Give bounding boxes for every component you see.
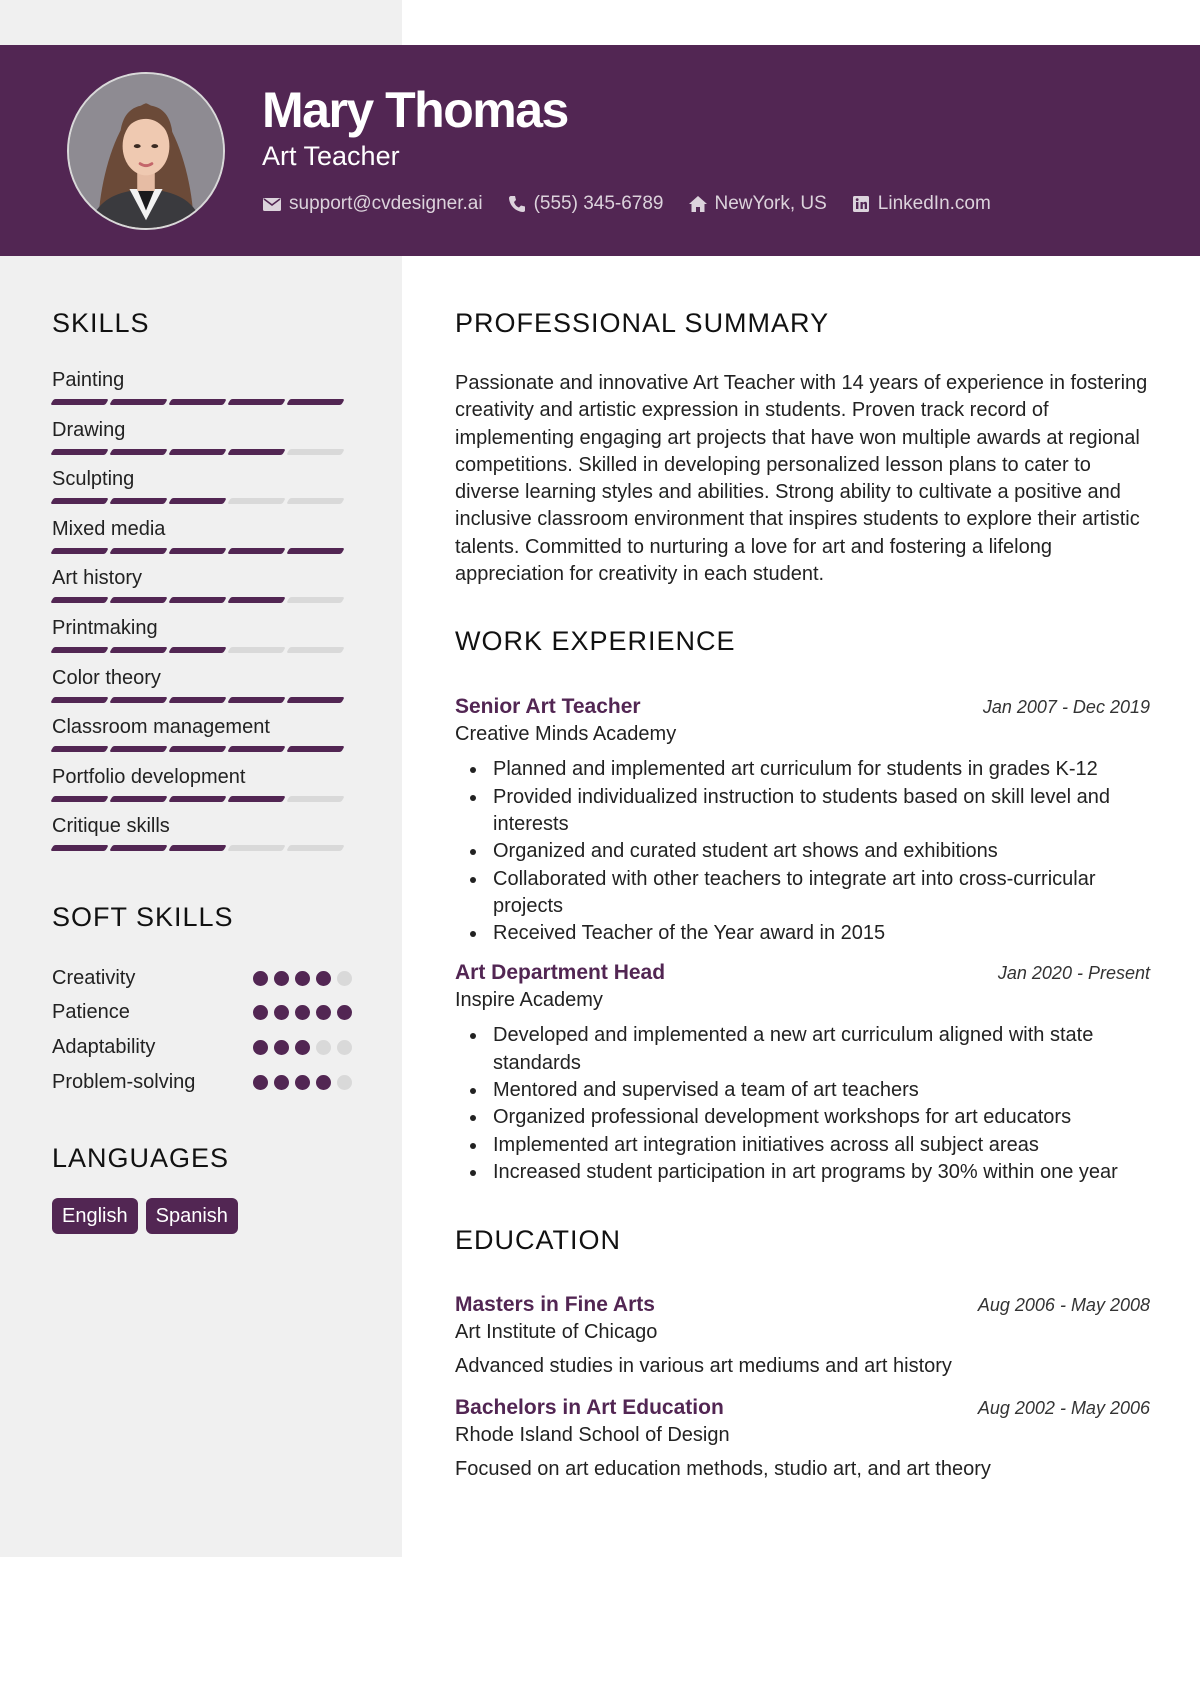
soft-skill-item	[52, 961, 352, 996]
skill-level-segment	[286, 498, 344, 504]
skill-level-segment	[286, 746, 344, 752]
education-school: Rhode Island School of Design	[455, 1424, 730, 1447]
soft-skill-name: Adaptability	[52, 1036, 156, 1059]
language-badge: English	[52, 1198, 138, 1234]
contact-bar	[262, 191, 1015, 217]
summary-text: Passionate and innovative Art Teacher with 14 years of experience in fostering creativity and artistic expression in students. Proven track record of implementing engaging art projects that have won multiple awards at regional competitions. Skilled in developing personalized lesson plans to cater to diverse learning styles and abilities. Strong ability to cultivate a positive and inclusive classroom environment that inspires students to explore their artistic talents. Committed to nurturing a love for art and fostering a lifelong appreciation for creativity in each student.	[455, 372, 1148, 586]
skill-level-segment	[109, 449, 167, 455]
skill-name: Classroom management	[52, 716, 270, 739]
soft-skills-list	[52, 961, 352, 1100]
skill-level-segment	[50, 597, 108, 603]
soft-skill-name: Creativity	[52, 966, 136, 989]
contact-location	[688, 193, 827, 215]
skill-name: Drawing	[52, 418, 126, 441]
skill-level-segment	[168, 845, 226, 851]
skill-level-segment	[109, 548, 167, 554]
profile-photo	[69, 74, 223, 228]
skill-level-segment	[227, 697, 285, 703]
skill-name: Art history	[52, 567, 143, 590]
skill-level-bar	[52, 548, 352, 554]
skill-level-bar	[52, 697, 352, 703]
skill-name: Mixed media	[52, 517, 166, 540]
skill-level-segment	[50, 746, 108, 752]
soft-skill-rating	[253, 1075, 352, 1090]
education-description: Advanced studies in various art mediums and art history	[455, 1355, 952, 1378]
skill-name: Painting	[52, 369, 125, 391]
education-description: Focused on art education methods, studio art, and art theory	[455, 1458, 991, 1481]
skill-level-segment	[227, 796, 285, 802]
rating-dot	[316, 1075, 331, 1090]
job-bullet: Organized professional development workshops for art educators	[455, 1104, 1150, 1131]
skill-name: Printmaking	[52, 616, 158, 639]
rating-dot	[337, 1040, 352, 1055]
skill-level-segment	[50, 697, 108, 703]
education-degree: Masters in Fine Arts	[455, 1293, 655, 1317]
skill-level-segment	[286, 796, 344, 802]
skill-level-bar	[52, 796, 352, 802]
skill-item	[52, 765, 352, 815]
education-dates: Aug 2006 - May 2008	[977, 1295, 1150, 1316]
skill-level-segment	[286, 845, 344, 851]
skill-name: Portfolio development	[52, 765, 246, 788]
skill-level-segment	[50, 845, 108, 851]
skill-item	[52, 467, 352, 517]
skill-item	[52, 566, 352, 616]
skill-level-segment	[168, 597, 226, 603]
job-bullets	[455, 756, 1150, 947]
education-heading: EDUCATION	[455, 1225, 622, 1256]
job-entry	[455, 961, 1150, 1186]
skill-name: Color theory	[52, 666, 161, 689]
job-organization: Creative Minds Academy	[455, 723, 677, 746]
skill-item	[52, 418, 352, 468]
skill-level-segment	[109, 647, 167, 653]
avatar	[67, 72, 225, 230]
soft-skills-heading: SOFT SKILLS	[52, 901, 234, 932]
contact-email-text: support@cvdesigner.ai	[289, 193, 483, 214]
rating-dot	[337, 1075, 352, 1090]
job-bullet: Increased student participation in art programs by 30% within one year	[455, 1159, 1150, 1186]
rating-dot	[295, 1040, 310, 1055]
skill-level-segment	[227, 647, 285, 653]
skill-level-bar	[52, 845, 352, 851]
skill-level-segment	[168, 399, 226, 405]
skill-level-segment	[109, 597, 167, 603]
skill-level-segment	[227, 746, 285, 752]
education-dates: Aug 2002 - May 2006	[977, 1398, 1150, 1419]
contact-location-text: NewYork, US	[714, 193, 827, 214]
rating-dot	[274, 1005, 289, 1020]
rating-dot	[274, 971, 289, 986]
skill-level-segment	[286, 647, 344, 653]
rating-dot	[274, 1040, 289, 1055]
skill-level-segment	[286, 697, 344, 703]
skill-level-segment	[168, 449, 226, 455]
envelope-icon	[262, 194, 282, 214]
skill-item	[52, 666, 352, 716]
left-column	[52, 256, 352, 1234]
soft-skill-name: Problem-solving	[52, 1070, 196, 1093]
skill-level-bar	[52, 399, 352, 405]
skill-level-segment	[168, 548, 226, 554]
contact-linkedin[interactable]	[851, 193, 991, 215]
soft-skill-item	[52, 996, 352, 1031]
skill-name: Sculpting	[52, 468, 135, 491]
skill-level-segment	[286, 597, 344, 603]
skill-level-segment	[227, 399, 285, 405]
skills-heading: SKILLS	[52, 308, 150, 338]
skill-item	[52, 368, 352, 418]
skill-level-segment	[50, 449, 108, 455]
education-school: Art Institute of Chicago	[455, 1321, 658, 1344]
skill-level-segment	[50, 399, 108, 405]
skill-level-bar	[52, 498, 352, 504]
language-badge: Spanish	[146, 1198, 238, 1234]
skill-level-segment	[50, 796, 108, 802]
education-degree: Bachelors in Art Education	[455, 1396, 724, 1420]
rating-dot	[253, 1040, 268, 1055]
skill-level-segment	[109, 796, 167, 802]
rating-dot	[295, 971, 310, 986]
job-entry	[455, 695, 1150, 947]
job-dates: Jan 2007 - Dec 2019	[982, 697, 1150, 718]
job-role: Senior Art Teacher	[455, 695, 641, 719]
rating-dot	[253, 1005, 268, 1020]
contact-linkedin-text: LinkedIn.com	[877, 193, 991, 214]
skill-item	[52, 814, 352, 864]
contact-phone[interactable]	[507, 193, 664, 215]
soft-skill-item	[52, 1065, 352, 1100]
soft-skill-rating	[253, 1005, 352, 1020]
rating-dot	[316, 971, 331, 986]
candidate-title: Art Teacher	[262, 141, 400, 171]
soft-skill-rating	[253, 1040, 352, 1055]
rating-dot	[337, 971, 352, 986]
job-bullet: Developed and implemented a new art curriculum aligned with state standards	[455, 1022, 1150, 1077]
skill-level-segment	[109, 845, 167, 851]
rating-dot	[295, 1005, 310, 1020]
skill-level-segment	[50, 647, 108, 653]
skill-level-segment	[227, 498, 285, 504]
candidate-name: Mary Thomas	[262, 82, 568, 138]
rating-dot	[295, 1075, 310, 1090]
contact-email[interactable]	[262, 193, 483, 215]
job-bullet: Implemented art integration initiatives across all subject areas	[455, 1132, 1150, 1159]
job-bullet: Collaborated with other teachers to integrate art into cross-curricular projects	[455, 866, 1150, 921]
skill-level-segment	[168, 498, 226, 504]
skill-level-segment	[286, 449, 344, 455]
skill-name: Critique skills	[52, 815, 170, 838]
job-bullet: Provided individualized instruction to students based on skill level and interests	[455, 784, 1150, 839]
skill-level-segment	[109, 697, 167, 703]
rating-dot	[253, 1075, 268, 1090]
skill-level-segment	[109, 399, 167, 405]
rating-dot	[253, 971, 268, 986]
contact-phone-text: (555) 345-6789	[533, 193, 664, 214]
rating-dot	[316, 1005, 331, 1020]
languages-list	[52, 1198, 352, 1234]
job-bullets	[455, 1022, 1150, 1186]
soft-skill-name: Patience	[52, 1001, 130, 1024]
skills-list	[52, 368, 352, 864]
job-dates: Jan 2020 - Present	[997, 963, 1150, 984]
languages-heading: LANGUAGES	[52, 1142, 230, 1173]
job-organization: Inspire Academy	[455, 989, 603, 1012]
job-role: Art Department Head	[455, 961, 666, 985]
summary-heading: PROFESSIONAL SUMMARY	[455, 308, 830, 338]
skill-level-bar	[52, 746, 352, 752]
job-bullet: Received Teacher of the Year award in 2015	[455, 920, 1150, 947]
skill-level-segment	[227, 449, 285, 455]
skill-level-bar	[52, 647, 352, 653]
home-icon	[688, 194, 708, 214]
rating-dot	[316, 1040, 331, 1055]
skill-level-segment	[168, 796, 226, 802]
skill-level-segment	[50, 548, 108, 554]
job-bullet: Organized and curated student art shows and exhibitions	[455, 838, 1150, 865]
skill-level-segment	[286, 548, 344, 554]
skill-level-segment	[109, 746, 167, 752]
skill-level-segment	[168, 697, 226, 703]
soft-skill-rating	[253, 971, 352, 986]
skill-level-segment	[227, 548, 285, 554]
rating-dot	[274, 1075, 289, 1090]
skill-item	[52, 715, 352, 765]
skill-level-segment	[168, 647, 226, 653]
phone-icon	[507, 194, 527, 214]
work-heading: WORK EXPERIENCE	[455, 626, 736, 657]
skill-item	[52, 616, 352, 666]
skill-level-segment	[227, 845, 285, 851]
skill-level-segment	[227, 597, 285, 603]
skill-level-segment	[168, 746, 226, 752]
linkedin-icon	[851, 194, 871, 214]
education-entry	[455, 1396, 1150, 1481]
soft-skill-item	[52, 1030, 352, 1065]
skill-level-bar	[52, 597, 352, 603]
job-bullet: Planned and implemented art curriculum for students in grades K-12	[455, 756, 1150, 783]
main-column	[455, 256, 1150, 1481]
skill-level-segment	[50, 498, 108, 504]
job-bullet: Mentored and supervised a team of art teachers	[455, 1077, 1150, 1104]
skill-level-segment	[286, 399, 344, 405]
skill-level-segment	[109, 498, 167, 504]
resume-header	[0, 45, 1200, 256]
skill-level-bar	[52, 449, 352, 455]
rating-dot	[337, 1005, 352, 1020]
education-entry	[455, 1293, 1150, 1378]
skill-item	[52, 517, 352, 567]
